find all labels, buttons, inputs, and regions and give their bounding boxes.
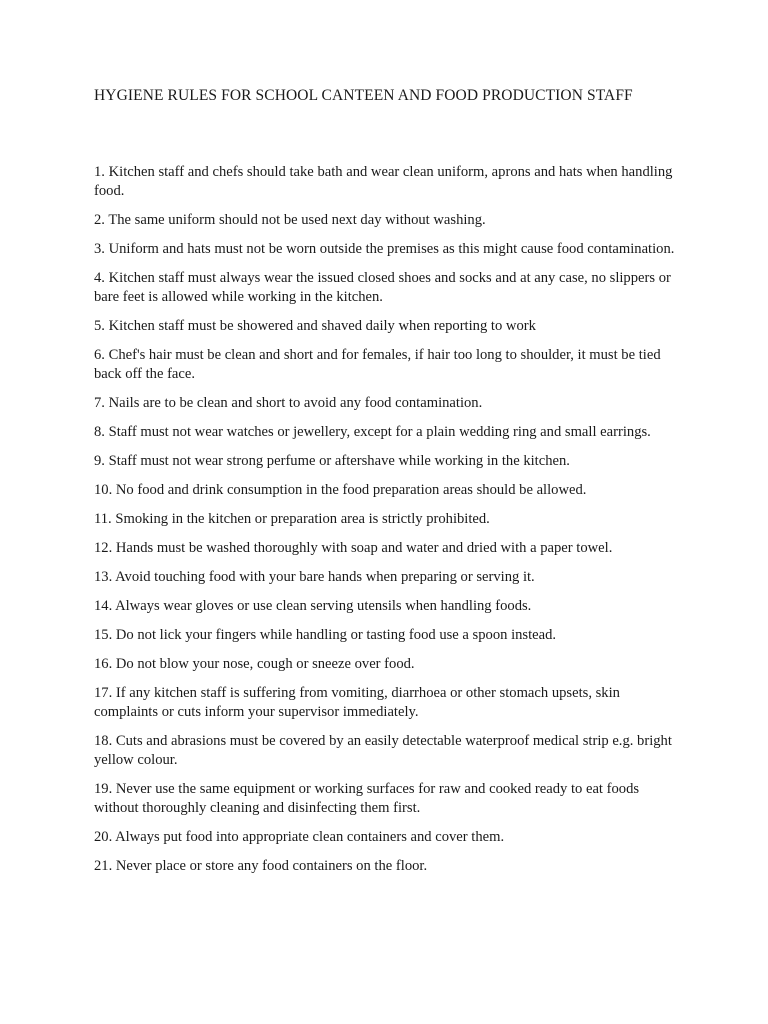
rule-item: 17. If any kitchen staff is suffering from vomiting, diarrhoea or other stomach upsets, skin complaints or cuts inform your supervisor immediately. bbox=[94, 685, 620, 720]
rule-item: 9. Staff must not wear strong perfume or aftershave while working in the kitchen. bbox=[94, 453, 570, 469]
rules-list bbox=[94, 163, 684, 886]
rule-item: 1. Kitchen staff and chefs should take bath and wear clean uniform, aprons and hats when handling food. bbox=[94, 164, 673, 199]
rule-item: 11. Smoking in the kitchen or preparation area is strictly prohibited. bbox=[94, 511, 490, 527]
rule-item: 7. Nails are to be clean and short to avoid any food contamination. bbox=[94, 395, 483, 411]
rule-item: 14. Always wear gloves or use clean serving utensils when handling foods. bbox=[94, 598, 532, 614]
document-title: HYGIENE RULES FOR SCHOOL CANTEEN AND FOOD PRODUCTION STAFF bbox=[94, 87, 633, 104]
rule-item: 15. Do not lick your fingers while handling or tasting food use a spoon instead. bbox=[94, 627, 557, 643]
rule-item: 12. Hands must be washed thoroughly with soap and water and dried with a paper towel. bbox=[94, 540, 613, 556]
rule-item: 20. Always put food into appropriate clean containers and cover them. bbox=[94, 829, 505, 845]
rule-item: 6. Chef's hair must be clean and short and for females, if hair too long to shoulder, it must be tied back off the face. bbox=[94, 347, 661, 382]
rule-item: 18. Cuts and abrasions must be covered by an easily detectable waterproof medical strip e.g. bright yellow colour. bbox=[94, 733, 672, 768]
rule-item: 10. No food and drink consumption in the food preparation areas should be allowed. bbox=[94, 482, 587, 498]
rule-item: 21. Never place or store any food containers on the floor. bbox=[94, 858, 428, 874]
rule-item: 13. Avoid touching food with your bare hands when preparing or serving it. bbox=[94, 569, 535, 585]
rule-item: 19. Never use the same equipment or working surfaces for raw and cooked ready to eat foods without thoroughly cleaning and disinfecting them first. bbox=[94, 781, 640, 816]
rule-item: 8. Staff must not wear watches or jewellery, except for a plain wedding ring and small earrings. bbox=[94, 424, 651, 440]
rule-item: 16. Do not blow your nose, cough or sneeze over food. bbox=[94, 656, 415, 672]
rule-item: 5. Kitchen staff must be showered and shaved daily when reporting to work bbox=[94, 318, 536, 334]
rule-item: 4. Kitchen staff must always wear the issued closed shoes and socks and at any case, no slippers or bare feet is allowed while working in the kitchen. bbox=[94, 270, 671, 305]
rule-item: 3. Uniform and hats must not be worn outside the premises as this might cause food contamination. bbox=[94, 241, 675, 257]
rule-item: 2. The same uniform should not be used next day without washing. bbox=[94, 212, 486, 228]
